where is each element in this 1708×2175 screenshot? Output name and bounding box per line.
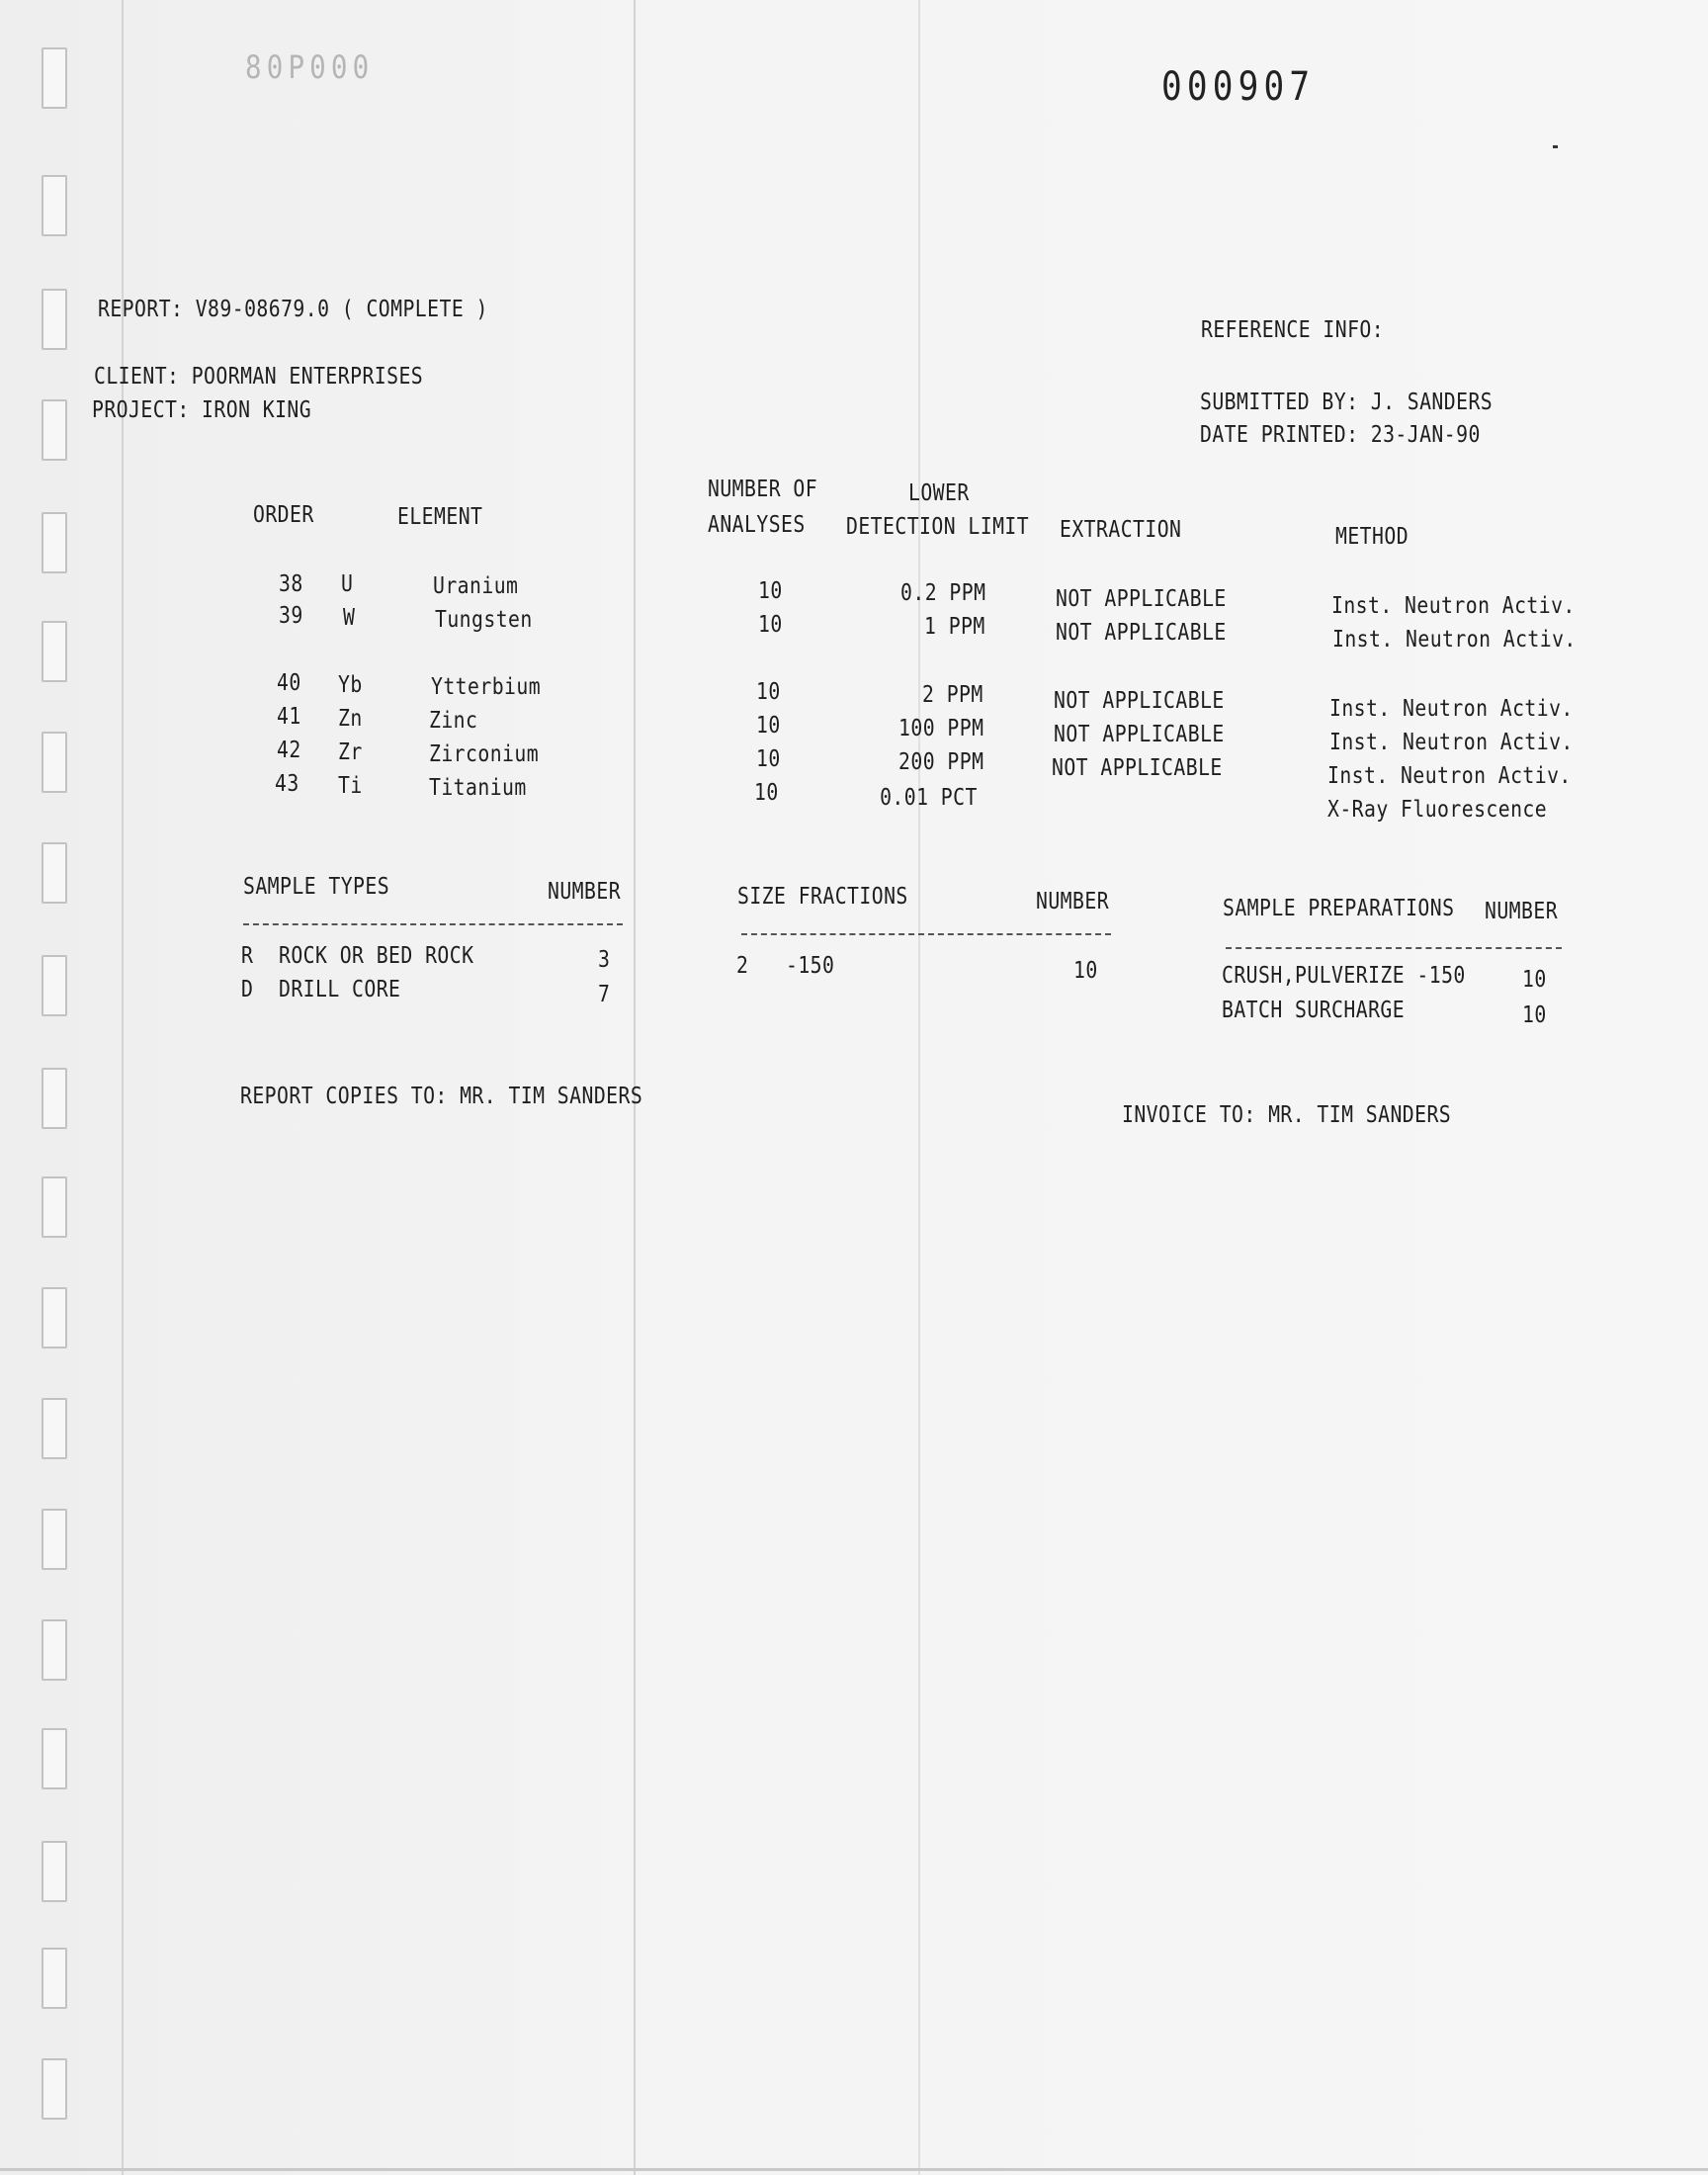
table-row-symbol: U	[341, 571, 354, 597]
tractor-feed-hole	[42, 2058, 67, 2120]
table-row-element: Zinc	[429, 708, 478, 734]
col-header-element: ELEMENT	[397, 504, 483, 530]
invoice-to-line: INVOICE TO: MR. TIM SANDERS	[1122, 1102, 1452, 1128]
sample-preparation-number: 10	[1522, 967, 1547, 993]
tractor-feed-hole	[42, 1619, 67, 1681]
report-line: REPORT: V89-08679.0 ( COMPLETE )	[98, 297, 488, 322]
tractor-feed-hole	[42, 47, 67, 109]
table-row-order: 39	[279, 603, 303, 629]
sample-preparations-rule	[1226, 947, 1562, 949]
table-row-limit: 0.01 PCT	[880, 785, 978, 811]
client-line: CLIENT: POORMAN ENTERPRISES	[94, 364, 424, 390]
tractor-feed-hole	[42, 955, 67, 1016]
table-row-method: Inst. Neutron Activ.	[1329, 696, 1574, 722]
page-number: 000907	[1161, 64, 1316, 110]
table-row-order: 41	[277, 704, 301, 730]
table-row-symbol: W	[343, 605, 356, 631]
size-fraction-label: -150	[786, 953, 835, 979]
tractor-feed-hole	[42, 512, 67, 573]
table-row-count: 10	[754, 780, 779, 806]
sample-type-label: DRILL CORE	[279, 977, 401, 1002]
faint-stamp: 80P000	[245, 48, 375, 86]
table-row-limit: 0.2 PPM	[899, 580, 985, 606]
table-row-limit: 1 PPM	[924, 614, 985, 640]
table-row-element: Tungsten	[435, 607, 533, 633]
table-row-limit: 200 PPM	[897, 749, 983, 775]
table-row-count: 10	[756, 746, 781, 772]
tractor-feed-hole	[42, 842, 67, 904]
sample-type-code: D	[241, 977, 254, 1002]
ink-dot	[1553, 145, 1558, 148]
submitted-by: SUBMITTED BY: J. SANDERS	[1200, 390, 1494, 415]
reference-title: REFERENCE INFO:	[1201, 317, 1385, 343]
tractor-feed-hole	[42, 621, 67, 682]
table-row-element: Uranium	[433, 573, 519, 599]
size-fractions-number-header: NUMBER	[1036, 889, 1110, 914]
col-header-method: METHOD	[1335, 524, 1409, 550]
table-row-extraction: NOT APPLICABLE	[1056, 620, 1227, 646]
sample-preparation-label: CRUSH,PULVERIZE -150	[1222, 963, 1466, 989]
sample-types-number-header: NUMBER	[548, 879, 622, 905]
tractor-feed-hole	[42, 1841, 67, 1902]
table-row-count: 10	[756, 679, 781, 705]
sample-types-rule	[243, 923, 623, 925]
table-row-method: Inst. Neutron Activ.	[1331, 593, 1576, 619]
table-row-symbol: Yb	[338, 672, 363, 698]
col-header-extraction: EXTRACTION	[1060, 517, 1182, 543]
table-row-extraction: NOT APPLICABLE	[1054, 722, 1225, 747]
table-row-element: Ytterbium	[431, 674, 542, 700]
table-row-method: Inst. Neutron Activ.	[1329, 730, 1574, 755]
table-row-method: X-Ray Fluorescence	[1327, 797, 1548, 823]
tractor-feed-hole	[42, 1728, 67, 1789]
paper-edge-line	[122, 0, 124, 2175]
size-fraction-code: 2	[736, 953, 749, 979]
table-row-element: Titanium	[429, 775, 527, 801]
paper-bottom-edge	[0, 2168, 1708, 2171]
sample-preparation-number: 10	[1522, 1002, 1547, 1028]
table-row-count: 10	[758, 578, 783, 604]
table-row-limit: 2 PPM	[922, 682, 983, 708]
tractor-feed-hole	[42, 175, 67, 236]
table-row-order: 42	[277, 738, 301, 763]
sample-type-number: 7	[598, 982, 611, 1007]
col-header-lower: LOWER	[908, 480, 970, 506]
paper-fold-line	[918, 0, 920, 2175]
sample-type-code: R	[241, 943, 254, 969]
table-row-order: 40	[277, 670, 301, 696]
table-row-count: 10	[756, 713, 781, 739]
report-copies-line: REPORT COPIES TO: MR. TIM SANDERS	[240, 1084, 643, 1109]
col-header-analyses: ANALYSES	[708, 512, 806, 538]
sample-preparations-header: SAMPLE PREPARATIONS	[1223, 896, 1455, 921]
table-row-symbol: Ti	[338, 773, 363, 799]
table-row-extraction: NOT APPLICABLE	[1052, 755, 1223, 781]
col-header-detection-limit: DETECTION LIMIT	[846, 514, 1030, 540]
size-fractions-header: SIZE FRACTIONS	[737, 884, 908, 910]
tractor-feed-hole	[42, 1398, 67, 1459]
tractor-feed-hole	[42, 1068, 67, 1129]
tractor-feed-hole	[42, 1948, 67, 2009]
table-row-method: Inst. Neutron Activ.	[1327, 763, 1572, 789]
size-fractions-rule	[741, 933, 1111, 935]
tractor-feed-hole	[42, 1509, 67, 1570]
tractor-feed-hole	[42, 1176, 67, 1238]
table-row-extraction: NOT APPLICABLE	[1054, 688, 1225, 714]
tractor-feed-hole	[42, 289, 67, 350]
table-row-count: 10	[758, 612, 783, 638]
sample-preparation-label: BATCH SURCHARGE	[1222, 998, 1406, 1023]
tractor-feed-hole	[42, 732, 67, 793]
table-row-order: 43	[275, 771, 299, 797]
table-row-element: Zirconium	[429, 741, 540, 767]
sample-type-label: ROCK OR BED ROCK	[279, 943, 474, 969]
table-row-symbol: Zr	[338, 740, 363, 765]
table-row-method: Inst. Neutron Activ.	[1332, 627, 1577, 652]
size-fraction-number: 10	[1073, 958, 1098, 984]
sample-preparations-number-header: NUMBER	[1485, 899, 1559, 924]
project-line: PROJECT: IRON KING	[92, 397, 312, 423]
table-row-limit: 100 PPM	[897, 716, 983, 741]
table-row-order: 38	[279, 571, 303, 597]
date-printed: DATE PRINTED: 23-JAN-90	[1200, 422, 1481, 448]
tractor-feed-hole	[42, 399, 67, 461]
table-row-extraction: NOT APPLICABLE	[1056, 586, 1227, 612]
col-header-analyses: NUMBER OF	[708, 477, 818, 502]
sample-types-header: SAMPLE TYPES	[243, 874, 390, 900]
col-header-order: ORDER	[253, 502, 314, 528]
sample-type-number: 3	[598, 947, 611, 973]
table-row-symbol: Zn	[338, 706, 363, 732]
tractor-feed-hole	[42, 1287, 67, 1348]
